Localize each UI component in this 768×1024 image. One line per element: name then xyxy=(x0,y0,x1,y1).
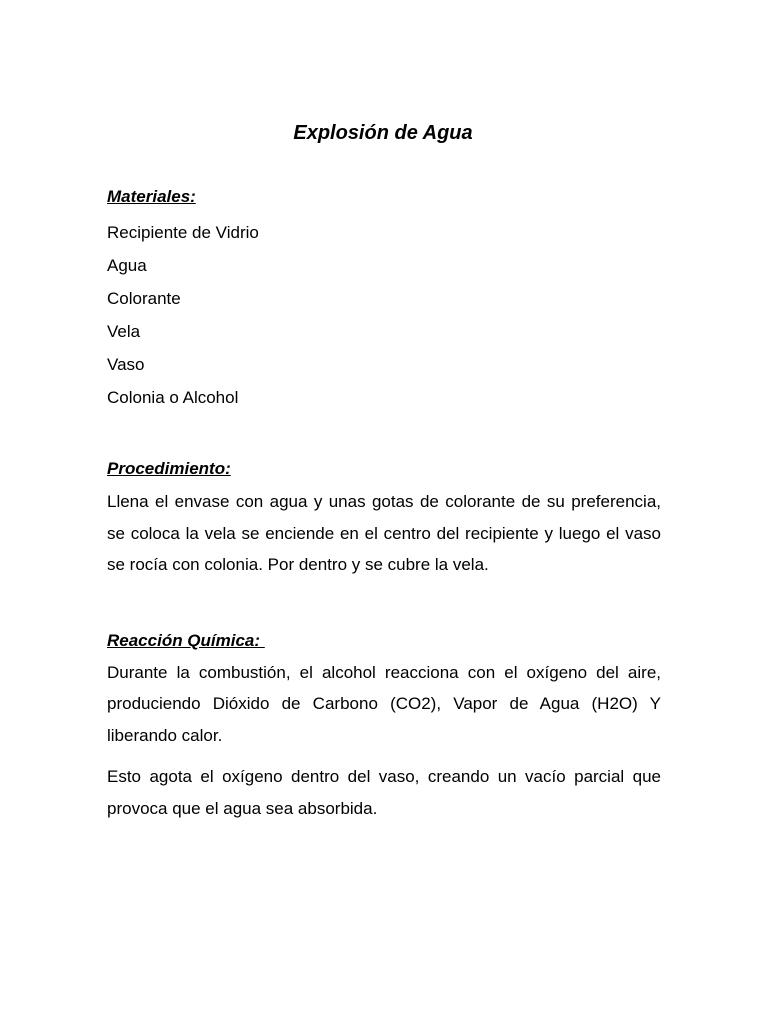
reaction-section xyxy=(107,628,661,825)
procedure-paragraph: Llena el envase con agua y unas gotas de colorante de su preferencia, se coloca la vela se enciende en el centro del recipiente y luego el vaso se rocía con colonia. Por dentro y se cubre la vela. xyxy=(107,492,661,574)
reaction-paragraph: Esto agota el oxígeno dentro del vaso, creando un vacío parcial que provoca que el agua sea absorbida. xyxy=(107,767,661,818)
material-item: Colonia o Alcohol xyxy=(107,388,239,407)
document-title: Explosión de Agua xyxy=(293,122,473,144)
material-item: Agua xyxy=(107,256,147,275)
procedure-section xyxy=(107,456,661,581)
materials-heading: Materiales: xyxy=(107,187,196,206)
materials-section xyxy=(107,184,661,414)
material-item: Vela xyxy=(107,322,141,341)
material-item: Vaso xyxy=(107,355,145,374)
procedure-heading: Procedimiento: xyxy=(107,459,231,478)
document-body xyxy=(107,184,661,824)
reaction-paragraph: Durante la combustión, el alcohol reacciona con el oxígeno del aire, produciendo Dióxido de Carbono (CO2), Vapor de Agua (H2O) Y liberando calor. xyxy=(107,662,661,745)
material-item: Recipiente de Vidrio xyxy=(107,223,259,242)
reaction-heading: Reacción Química: xyxy=(107,630,265,650)
materials-list xyxy=(107,216,661,414)
material-item: Colorante xyxy=(107,289,181,308)
